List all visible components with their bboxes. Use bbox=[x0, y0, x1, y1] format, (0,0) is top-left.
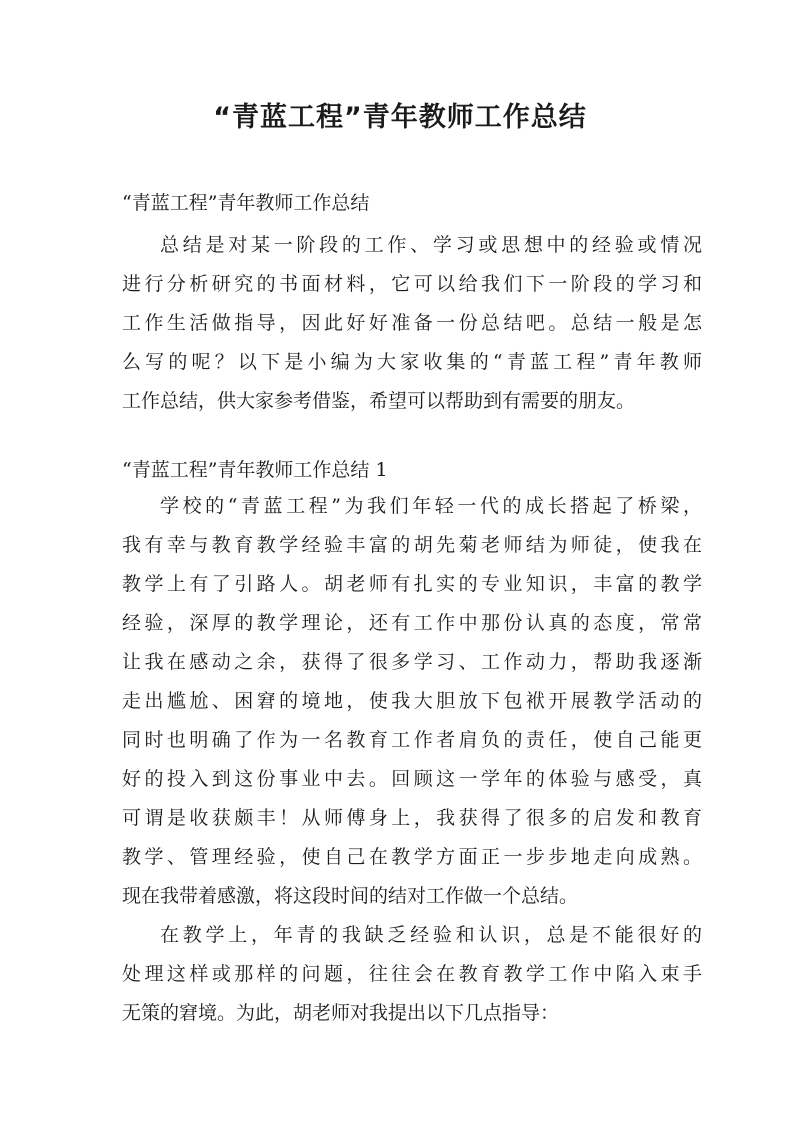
section-heading-intro: “青蓝工程”青年教师工作总结 bbox=[122, 192, 370, 214]
paragraph-line: 教学、管理经验，使自己在教学方面正一步步地走向成熟。 bbox=[122, 846, 702, 868]
paragraph-line: 进行分析研究的书面材料，它可以给我们下一阶段的学习和 bbox=[122, 273, 702, 295]
section-heading-1: “青蓝工程”青年教师工作总结 1 bbox=[122, 459, 388, 481]
paragraph-line: 现在我带着感激，将这段时间的结对工作做一个总结。 bbox=[122, 885, 579, 907]
paragraph-line: 无策的窘境。为此，胡老师对我提出以下几点指导： bbox=[122, 1002, 560, 1024]
paragraph-line: 学校的“青蓝工程”为我们年轻一代的成长搭起了桥梁， bbox=[160, 495, 702, 517]
paragraph-line: 么写的呢？以下是小编为大家收集的“青蓝工程”青年教师 bbox=[122, 351, 702, 373]
paragraph-line: 我有幸与教育教学经验丰富的胡先菊老师结为师徒，使我在 bbox=[122, 534, 702, 556]
section1-paragraph-1 bbox=[122, 487, 702, 916]
paragraph-line: 工作总结，供大家参考借鉴，希望可以帮助到有需要的朋友。 bbox=[122, 390, 636, 412]
paragraph-line: 同时也明确了作为一名教育工作者肩负的责任，使自己能更 bbox=[122, 729, 702, 751]
paragraph-line: 可谓是收获颇丰！从师傅身上，我获得了很多的启发和教育 bbox=[122, 807, 702, 829]
paragraph-line: 处理这样或那样的问题，往往会在教育教学工作中陷入束手 bbox=[122, 963, 702, 985]
document-title: “青蓝工程”青年教师工作总结 bbox=[213, 102, 587, 133]
paragraph-line: 在教学上，年青的我缺乏经验和认识，总是不能很好的 bbox=[160, 924, 702, 946]
paragraph-line: 走出尴尬、困窘的境地，使我大胆放下包袱开展教学活动的 bbox=[122, 690, 702, 712]
paragraph-line: 教学上有了引路人。胡老师有扎实的专业知识，丰富的教学 bbox=[122, 573, 702, 595]
section1-paragraph-2 bbox=[122, 916, 702, 1033]
paragraph-line: 总结是对某一阶段的工作、学习或思想中的经验或情况 bbox=[160, 234, 702, 256]
paragraph-line: 经验，深厚的教学理论，还有工作中那份认真的态度，常常 bbox=[122, 612, 702, 634]
intro-paragraph bbox=[122, 226, 702, 421]
paragraph-line: 工作生活做指导，因此好好准备一份总结吧。总结一般是怎 bbox=[122, 312, 702, 334]
paragraph-line: 让我在感动之余，获得了很多学习、工作动力，帮助我逐渐 bbox=[122, 651, 702, 673]
paragraph-line: 好的投入到这份事业中去。回顾这一学年的体验与感受，真 bbox=[122, 768, 702, 790]
